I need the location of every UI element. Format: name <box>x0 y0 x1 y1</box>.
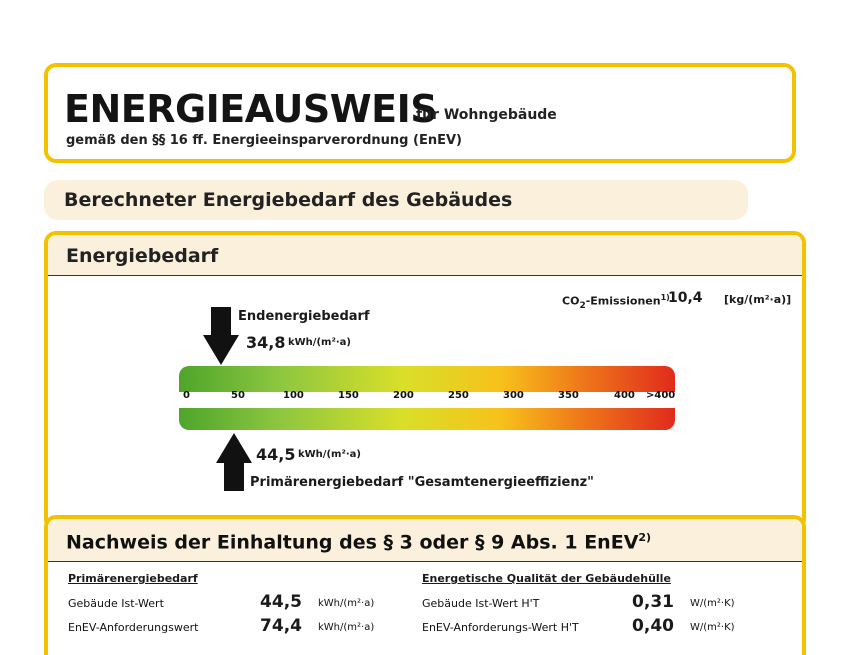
scale-tick: 400 <box>614 390 635 401</box>
end-energy-label: Endenergiebedarf <box>238 309 370 324</box>
scale-tick: 150 <box>338 390 359 401</box>
co2-label: $CO_2-Emissionen^{1)}$ <box>562 293 670 311</box>
scale-tick: 350 <box>558 390 579 401</box>
title-box <box>44 63 796 163</box>
right-row-value: 0,40 <box>632 616 674 636</box>
compliance-heading <box>66 531 651 553</box>
right-row-unit: W/(m²·K) <box>690 598 735 609</box>
left-row-unit: kWh/(m²·a) <box>318 622 375 633</box>
compliance-heading-text: Nachweis der Einhaltung des § 3 oder § 9 Abs. 1 EnEV <box>66 531 639 554</box>
left-row-label: EnEV-Anforderungswert <box>68 621 199 634</box>
scale-tick: 100 <box>283 390 304 401</box>
left-row-unit: kWh/(m²·a) <box>318 598 375 609</box>
co2-unit: [kg/(m²·a)] <box>724 293 792 306</box>
section-heading: Berechneter Energiebedarf des Gebäudes <box>64 189 513 211</box>
energy-demand-panel <box>44 231 806 531</box>
scale-tick: 200 <box>393 390 414 401</box>
right-row-label: Gebäude Ist-Wert H'T <box>422 597 540 610</box>
left-row-value: 74,4 <box>260 616 302 636</box>
arrow-down-icon <box>203 307 239 365</box>
compliance-footnote-mark: 2) <box>638 531 652 544</box>
document-subtitle: gemäß den §§ 16 ff. Energieeinsparverordnung (EnEV) <box>66 133 462 148</box>
compliance-header <box>48 519 802 562</box>
primary-energy-value: 44,5 <box>256 445 296 464</box>
document-title: ENERGIEAUSWEIS <box>64 87 438 131</box>
primary-energy-label: Primärenergiebedarf "Gesamtenergieeffizienz" <box>250 475 594 490</box>
energy-demand-header <box>48 235 802 276</box>
energy-demand-heading: Energiebedarf <box>66 245 219 267</box>
end-energy-value: 34,8 <box>246 333 286 352</box>
primary-energy-unit: kWh/(m²·a) <box>298 449 361 460</box>
scale-tick-band <box>179 392 675 408</box>
document-title-suffix: für Wohngebäude <box>416 107 557 123</box>
energy-scale-bar <box>179 366 675 430</box>
primary-energy-column-header: Primärenergiebedarf <box>68 572 198 585</box>
scale-tick: 300 <box>503 390 524 401</box>
scale-tick: >400 <box>646 390 676 401</box>
left-row-value: 44,5 <box>260 592 302 612</box>
right-row-unit: W/(m²·K) <box>690 622 735 633</box>
compliance-panel <box>44 515 806 655</box>
scale-tick: 250 <box>448 390 469 401</box>
scale-tick: 50 <box>231 390 245 401</box>
section-heading-bar <box>44 180 748 220</box>
right-row-value: 0,31 <box>632 592 674 612</box>
left-row-label: Gebäude Ist-Wert <box>68 597 164 610</box>
envelope-quality-column-header: Energetische Qualität der Gebäudehülle <box>422 572 671 585</box>
co2-value: 10,4 <box>668 290 703 306</box>
right-row-label: EnEV-Anforderungs-Wert H'T <box>422 621 579 634</box>
arrow-up-icon <box>216 433 252 491</box>
scale-tick: 0 <box>183 390 190 401</box>
end-energy-unit: kWh/(m²·a) <box>288 337 351 348</box>
